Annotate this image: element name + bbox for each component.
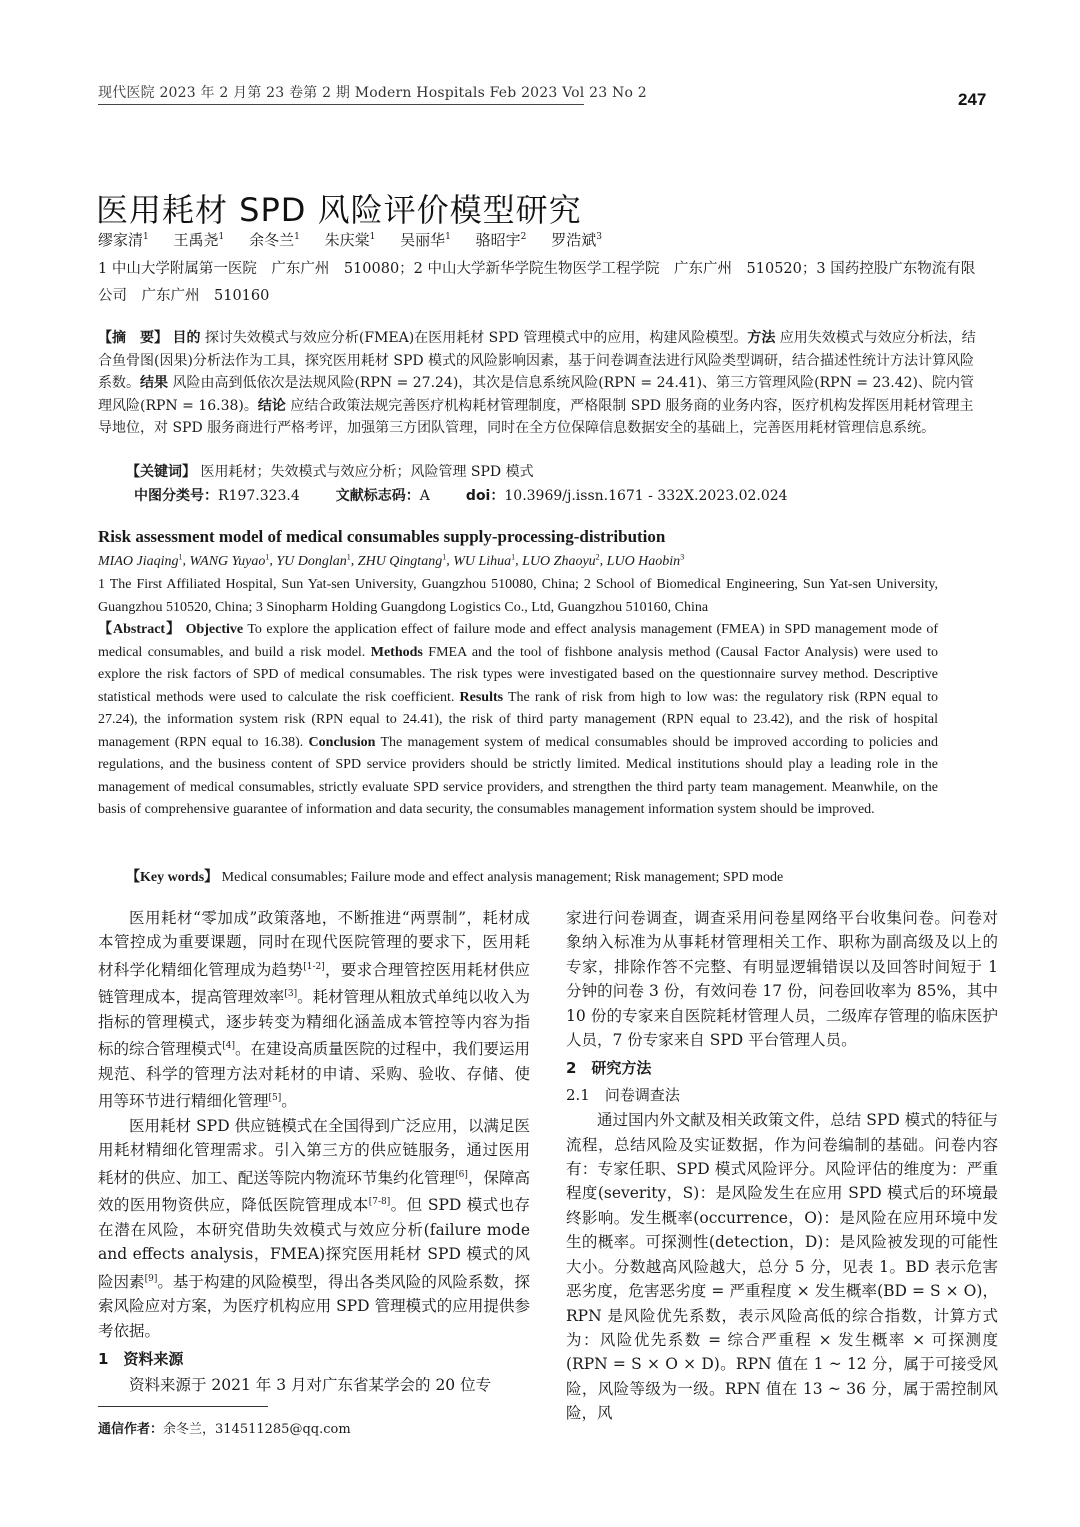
en-author: [358, 554, 446, 569]
author-affil-mark: 1: [218, 232, 225, 242]
page-number: 247: [958, 90, 987, 109]
text-run: 。耗材管理从粗放式单纯以收入为指标的管理模式，逐步转变为精细化涵盖成本管控等内容为指标的综合管理模式: [98, 988, 530, 1059]
en-author: [276, 554, 350, 569]
author: [400, 231, 451, 249]
en-author: [607, 554, 685, 569]
doi-label: doi：: [465, 488, 505, 504]
citation: [1-2]: [303, 961, 325, 972]
en-keywords-label: 【Key words】: [126, 870, 219, 885]
text-run: 。基于构建的风险模型，得出各类风险的风险系数，探索风险应对方案，为医疗机构应用 SPD 管理模式的应用提供参考依据。: [98, 1272, 530, 1340]
en-abstract-label: 【Abstract】: [98, 622, 182, 637]
en-author-name: MIAO Jiaqing: [98, 553, 179, 569]
en-author-name: YU Donglan: [276, 553, 347, 569]
english-title: Risk assessment model of medical consumables supply-processing-distribution: [98, 527, 666, 546]
en-author-name: WU Lihua: [453, 553, 512, 569]
section-heading: 2 研究方法: [566, 1059, 652, 1078]
paragraph: 家进行问卷调查，调查采用问卷星网络平台收集问卷。问卷对象纳入标准为从事耗材管理相关工作、职称为副高级及以上的专家，排除作答不完整、有明显逻辑错误以及回答时间短于 1 分钟的问卷 3 份，有效问卷 17 份，问卷回收率为 85%，其中 10 份的专家来自医院耗材管理人员，二级库存管理的临床医护人员，7 份专家来自 SPD 平台管理人员。: [566, 909, 998, 1050]
en-author-affil-mark: 1: [511, 552, 516, 561]
results-label: 结果: [140, 375, 168, 391]
en-author-name: ZHU Qingtang: [357, 553, 443, 569]
conclusion-label: 结论: [257, 397, 286, 414]
en-author-affil-mark: 3: [680, 552, 685, 561]
author-affil-mark: 2: [520, 232, 527, 242]
en-author-affil-mark: 1: [442, 552, 447, 561]
author-affil-mark: 1: [369, 232, 376, 242]
section-heading: 1 资料来源: [98, 1350, 184, 1368]
affiliations-cn: 1 中山大学附属第一医院 广东广州 510080；2 中山大学新华学院生物医学工程学院 广东广州 510520；3 国药控股广东物流有限公司 广东广州 510160: [98, 261, 976, 304]
author-name: 骆昭宇: [475, 231, 521, 249]
subsection-heading: 2.1 问卷调查法: [566, 1085, 680, 1104]
en-author-affil-mark: 1: [178, 552, 183, 561]
paragraph: 通过国内外文献及相关政策文件，总结 SPD 模式的特征与流程，总结风险及实证数据，作为问卷编制的基础。问卷内容有：专家任职、SPD 模式风险评分。风险评估的维度为：严重程度(severity，S)：是风险发生在应用 SPD 模式后的环境最终影响。发生概率(occurrence，O)：是风险在应用环境中发生的概率。可探测性(detection，D)：是风险被发现的可能性大小。分数越高风险越大，总分 5 分，见表 1。BD 表示危害恶劣度，危害恶劣度 = 严重程度 × 发生概率(BD = S × O)，RPN 是风险优先系数，表示风险高低的综合指数，计算方式为：风险优先系数 = 综合严重程 × 发生概率 × 可探测度(RPN = S × O × D)。RPN 值在 1 ~ 12 分，属于可接受风险，风险等级为一级。RPN 值在 13 ~ 36 分，属于需控制风险，风: [566, 1111, 998, 1423]
text-run: 。但 SPD 模式也存在潜在风险，本研究借助失效模式与效应分析(failure mode and effects analysis，FMEA)探究医用耗材 SPD 模式的风险因素: [98, 1196, 530, 1291]
en-author-affil-mark: 1: [346, 552, 351, 561]
author: [249, 231, 300, 249]
running-header: 现代医院 2023 年 2 月第 23 卷第 2 期 Modern Hospitals Feb 2023 Vol 23 No 2: [98, 85, 647, 101]
author-affil-mark: 1: [445, 232, 451, 242]
en-conclusion-text: The management system of medical consumables should be improved according to policies and regulations, and the business content of SPD service providers should be strictly limited. Medical institutions should play a leading role in the management of medical consumables, strictly evaluate SPD service providers, and strengthen the third party team management. Meanwhile, on the basis of comprehensive guarantee of information and data security, the consumables management information system should be improved.: [98, 734, 938, 817]
author-name: 缪家清: [98, 231, 144, 249]
english-keywords: [126, 866, 946, 886]
objective-text: 探讨失效模式与效应分析(FMEA)在医用耗材 SPD 管理模式中的应用，构建风险模型。: [204, 330, 748, 346]
en-author-affil-mark: 1: [265, 552, 270, 561]
en-methods-label: Methods: [370, 644, 423, 660]
citation: [3]: [284, 989, 298, 1000]
paper-title: 医用耗材 SPD 风险评价模型研究: [96, 191, 582, 230]
body-column-right: [566, 906, 998, 1426]
author: [325, 231, 376, 249]
author-name: 吴丽华: [400, 231, 446, 249]
doi-value: 10.3969/j.issn.1671 - 332X.2023.02.024: [504, 488, 788, 504]
paragraph: 资料来源于 2021 年 3 月对广东省某学会的 20 位专: [129, 1376, 492, 1395]
en-author-name: LUO Haobin: [606, 553, 681, 569]
footnote-text: 余冬兰，314511285@qq.com: [163, 1422, 351, 1437]
en-author-name: WANG Yuyao: [189, 553, 266, 569]
en-author: [522, 554, 600, 569]
text-run: 。: [281, 1092, 297, 1111]
author-list: [98, 229, 622, 250]
keywords-cn: [126, 461, 976, 481]
doc-code-value: A: [419, 488, 430, 504]
author: [476, 231, 527, 249]
author-name: 朱庆棠: [324, 231, 370, 249]
en-objective-text: To explore the application effect of failure mode and effect analysis management (FMEA) in SPD management mode of medical consumables, and build a risk model.: [98, 622, 938, 660]
doc-code-label: 文献标志码：: [335, 488, 420, 504]
text-run: ，要求合理管控医用耗材供应链管理成本，提高管理效率: [98, 960, 530, 1007]
en-conclusion-label: Conclusion: [308, 734, 376, 750]
en-author: [189, 554, 269, 569]
footnote-label: 通信作者：: [98, 1422, 164, 1437]
results-text: 风险由高到低依次是法规风险(RPN = 27.24)，其次是信息系统风险(RPN = 24.41)、第三方管理风险(RPN = 23.42)、院内管理风险(RPN = 16.38)。: [98, 375, 974, 414]
author-affil-mark: 1: [294, 232, 300, 242]
author-name: 王禹尧: [173, 231, 219, 249]
corresponding-author-note: [98, 1418, 351, 1437]
en-author-name: LUO Zhaoyu: [522, 553, 596, 569]
english-abstract: [98, 619, 938, 822]
en-results-label: Results: [459, 689, 504, 705]
paragraph: [98, 906, 530, 1114]
keywords-label: 【关键词】: [126, 464, 196, 480]
conclusion-text: 应结合政策法规完善医疗机构耗材管理制度，严格限制 SPD 服务商的业务内容，医疗机构发挥医用耗材管理主导地位，对 SPD 服务商进行严格考评，加强第三方团队管理，同时在全方位保障信息数据安全的基础上，完善医用耗材管理信息系统。: [98, 397, 974, 436]
author-affil-mark: 3: [596, 232, 602, 242]
objective-label: 目的: [172, 330, 201, 346]
keywords-text: 医用耗材；失效模式与效应分析；风险管理 SPD 模式: [200, 464, 534, 480]
methods-label: 方法: [747, 330, 776, 346]
citation: [5]: [268, 1093, 282, 1104]
en-objective-label: Objective: [185, 622, 244, 637]
author-name: 余冬兰: [249, 231, 295, 249]
en-keywords-text: Medical consumables; Failure mode and effect analysis management; Risk management; SPD mode: [221, 870, 784, 885]
en-author: [98, 554, 182, 569]
en-author: [453, 554, 515, 569]
en-author-affil-mark: 2: [595, 552, 600, 561]
body-column-left: [98, 906, 530, 1398]
citation: [9]: [144, 1273, 158, 1284]
text-run: 医用耗材“零加成”政策落地，不断推进“两票制”，耗材成本管控成为重要课题，同时在现代医院管理的要求下，医用耗材科学化精细化管理成为趋势: [98, 909, 530, 979]
text-run: 医用耗材 SPD 供应链模式在全国得到广泛应用，以满足医用耗材精细化管理需求。引入第三方的供应链服务，通过医用耗材的供应、加工、配送等院内物流环节集约化管理: [98, 1116, 530, 1187]
text-run: ，保障高效的医用物资供应，降低医院管理成本: [98, 1168, 530, 1215]
citation: [7-8]: [368, 1197, 391, 1208]
author: [174, 231, 225, 249]
english-author-list: MIAO Jiaqing$^1$, WANG Yuyao$^1$, YU Donglan$^1$, ZHU Qingtang$^1$, WU Lihua$^1$, LUO Zhaoyu$^2$, LUO Haobin$^3$: [98, 552, 685, 569]
citation: [4]: [222, 1041, 235, 1052]
author-affil-mark: 1: [143, 232, 149, 242]
footnote-rule: [98, 1406, 268, 1407]
en-results-text: The rank of risk from high to low was: the regulatory risk (RPN equal to 27.24), the information system risk (RPN equal to 24.41), the risk of third party management (RPN equal to 23.42), and the risk of hospital management (RPN equal to 16.38).: [98, 689, 939, 750]
paragraph: [98, 1114, 530, 1343]
text-run: 。在建设高质量医院的过程中，我们要运用规范、科学的管理方法对耗材的申请、采购、验收、存储、使用等环节进行精细化管理: [98, 1040, 530, 1111]
author-name: 罗浩斌: [551, 231, 597, 249]
english-affiliations: 1 The First Affiliated Hospital, Sun Yat-sen University, Guangzhou 510080, China; 2 School of Biomedical Engineering, Sun Yat-sen University, Guangzhou 510520, China; 3 Sinopharm Holding Guangdong Logistics Co., Ltd, Guangzhou 510160, China: [98, 577, 938, 615]
clc-value: R197.323.4: [218, 488, 300, 504]
citation: [6]: [455, 1169, 468, 1180]
methods-text: 应用失效模式与效应分析法，结合鱼骨图(因果)分析法作为工具，探究医用耗材 SPD 模式的风险影响因素，基于问卷调查法进行风险类型调研，结合描述性统计方法计算风险系数。: [98, 330, 976, 391]
classification-line: [134, 485, 788, 505]
clc-label: 中图分类号：: [134, 488, 218, 504]
author: [551, 231, 602, 249]
abstract-cn: [98, 327, 978, 440]
author: [98, 231, 149, 249]
en-methods-text: FMEA and the tool of fishbone analysis method (Causal Factor Analysis) were used to explore the risk factors of SPD of medical consumables. The risk types were investigated based on the questionnaire survey method. Descriptive statistical methods were used to calculate the risk coefficient.: [98, 644, 939, 705]
header-rule: [98, 104, 584, 105]
abstract-label: 【摘 要】: [98, 330, 168, 346]
